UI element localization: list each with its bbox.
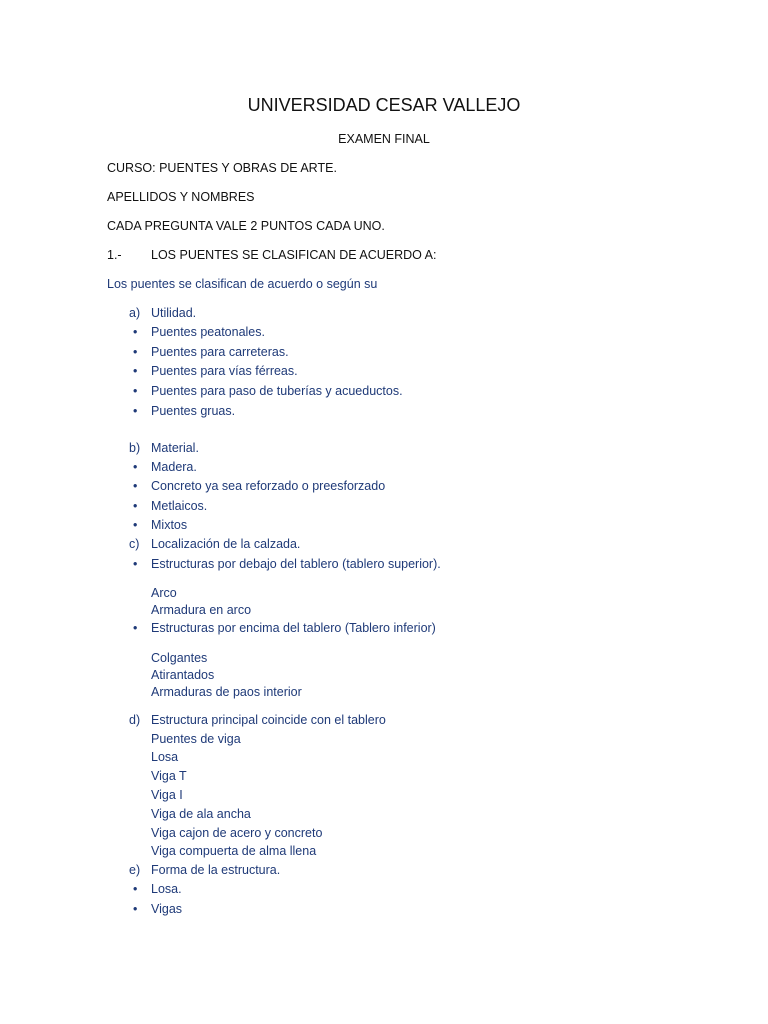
section-a-label: Utilidad. [151, 306, 197, 320]
list-item: Mixtos [151, 518, 188, 532]
sub-item: Viga I [151, 788, 183, 802]
list-item: Metlaicos. [151, 499, 208, 513]
list-item: Estructuras por debajo del tablero (tablero superior). [151, 557, 441, 571]
question-text: LOS PUENTES SE CLASIFICAN DE ACUERDO A: [151, 248, 437, 262]
list-item: Losa. [151, 882, 182, 896]
bullet-marker: • [133, 902, 138, 916]
section-d-letter: d) [129, 713, 141, 727]
document-subtitle: EXAMEN FINAL [338, 132, 430, 146]
bullet-marker: • [133, 364, 138, 378]
list-item: Puentes peatonales. [151, 325, 265, 339]
bullet-marker: • [133, 404, 138, 418]
bullet-marker: • [133, 499, 138, 513]
section-b-letter: b) [129, 441, 141, 455]
section-e-letter: e) [129, 863, 141, 877]
bullet-marker: • [133, 345, 138, 359]
sub-item: Armadura en arco [151, 603, 252, 617]
names-line: APELLIDOS Y NOMBRES [107, 190, 255, 204]
bullet-marker: • [133, 518, 138, 532]
sub-item: Arco [151, 586, 177, 600]
list-item: Puentes para paso de tuberías y acueductos. [151, 384, 403, 398]
sub-item: Viga cajon de acero y concreto [151, 826, 323, 840]
bullet-marker: • [133, 384, 138, 398]
bullet-marker: • [133, 325, 138, 339]
sub-item: Puentes de viga [151, 732, 241, 746]
list-item: Estructuras por encima del tablero (Tablero inferior) [151, 621, 436, 635]
list-item: Madera. [151, 460, 197, 474]
section-c-label: Localización de la calzada. [151, 537, 301, 551]
section-e-label: Forma de la estructura. [151, 863, 281, 877]
sub-item: Viga de ala ancha [151, 807, 251, 821]
section-a-letter: a) [129, 306, 141, 320]
sub-item: Viga T [151, 769, 187, 783]
answer-intro: Los puentes se clasifican de acuerdo o según su [107, 277, 378, 291]
bullet-marker: • [133, 460, 138, 474]
list-item: Concreto ya sea reforzado o preesforzado [151, 479, 386, 493]
scoring-line: CADA PREGUNTA VALE 2 PUNTOS CADA UNO. [107, 219, 385, 233]
list-item: Vigas [151, 902, 183, 916]
bullet-marker: • [133, 621, 138, 635]
list-item: Puentes gruas. [151, 404, 236, 418]
sub-item: Armaduras de paos interior [151, 685, 302, 699]
sub-item: Atirantados [151, 668, 215, 682]
question-number: 1.- [107, 248, 122, 262]
sub-item: Colgantes [151, 651, 208, 665]
bullet-marker: • [133, 479, 138, 493]
document-title: UNIVERSIDAD CESAR VALLEJO [247, 95, 521, 115]
bullet-marker: • [133, 557, 138, 571]
list-item: Puentes para vías férreas. [151, 364, 298, 378]
section-c-letter: c) [129, 537, 140, 551]
bullet-marker: • [133, 882, 138, 896]
sub-item: Losa [151, 750, 179, 764]
sub-item: Viga compuerta de alma llena [151, 844, 317, 858]
course-line: CURSO: PUENTES Y OBRAS DE ARTE. [107, 161, 337, 175]
section-d-label: Estructura principal coincide con el tablero [151, 713, 386, 727]
list-item: Puentes para carreteras. [151, 345, 289, 359]
section-b-label: Material. [151, 441, 199, 455]
